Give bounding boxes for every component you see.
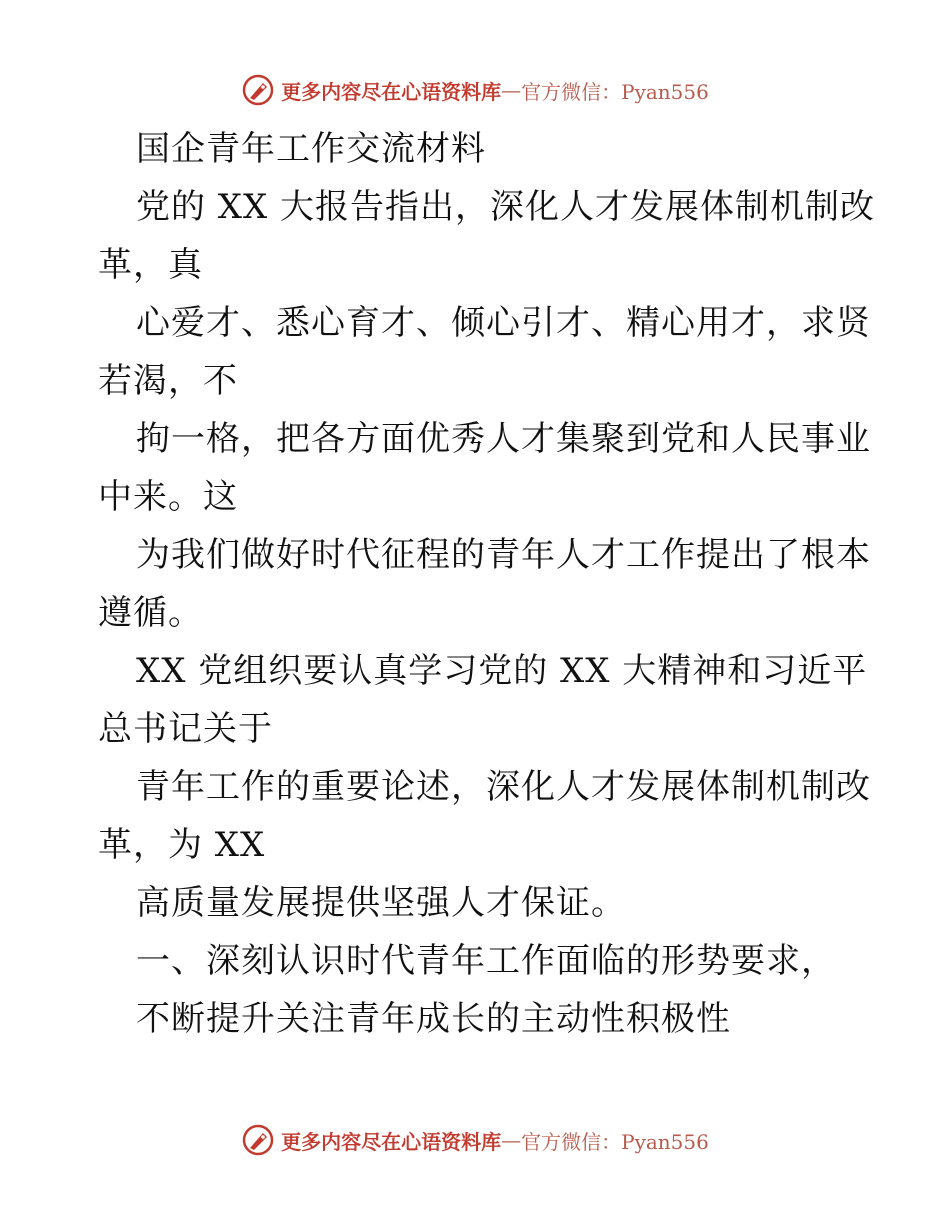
paragraph-line: 高质量发展提供坚强人才保证。 — [136, 883, 626, 923]
watermark-wechat-text: 官方微信：Pyan556 — [521, 1129, 709, 1154]
paragraph-line: 总书记关于 — [98, 709, 273, 749]
paragraph-line: 心爱才、悉心育才、倾心引才、精心用才，求贤 — [136, 303, 871, 343]
section-heading-line: 一、深刻认识时代青年工作面临的形势要求， — [136, 941, 836, 981]
footer-watermark — [0, 1120, 950, 1160]
paragraph-line: 拘一格，把各方面优秀人才集聚到党和人民事业 — [136, 419, 871, 459]
watermark-separator: — — [501, 1128, 522, 1152]
paragraph-line: 革，为 XX — [98, 825, 266, 865]
paragraph-line: 革，真 — [98, 245, 203, 285]
paragraph-line: XX 党组织要认真学习党的 XX 大精神和习近平 — [136, 651, 868, 691]
header-watermark — [0, 70, 950, 110]
paragraph-line: 为我们做好时代征程的青年人才工作提出了根本 — [136, 535, 871, 575]
paragraph-line: 遵循。 — [98, 593, 203, 633]
watermark-separator: — — [501, 78, 522, 102]
section-heading-line: 不断提升关注青年成长的主动性积极性 — [136, 999, 731, 1039]
watermark-wechat-text: 官方微信：Pyan556 — [521, 79, 709, 104]
document-title: 国企青年工作交流材料 — [136, 129, 486, 169]
pen-nib-icon — [241, 1123, 275, 1157]
paragraph-line: 青年工作的重要论述，深化人才发展体制机制改 — [136, 767, 871, 807]
watermark-lead-text: 更多内容尽在心语资料库 — [281, 79, 502, 104]
paragraph-line: 若渴，不 — [98, 361, 238, 401]
document-body — [98, 120, 876, 1048]
paragraph-line: 党的 XX 大报告指出，深化人才发展体制机制改 — [136, 187, 876, 227]
pen-nib-icon — [241, 73, 275, 107]
watermark-lead-text: 更多内容尽在心语资料库 — [281, 1129, 502, 1154]
paragraph-line: 中来。这 — [98, 477, 238, 517]
